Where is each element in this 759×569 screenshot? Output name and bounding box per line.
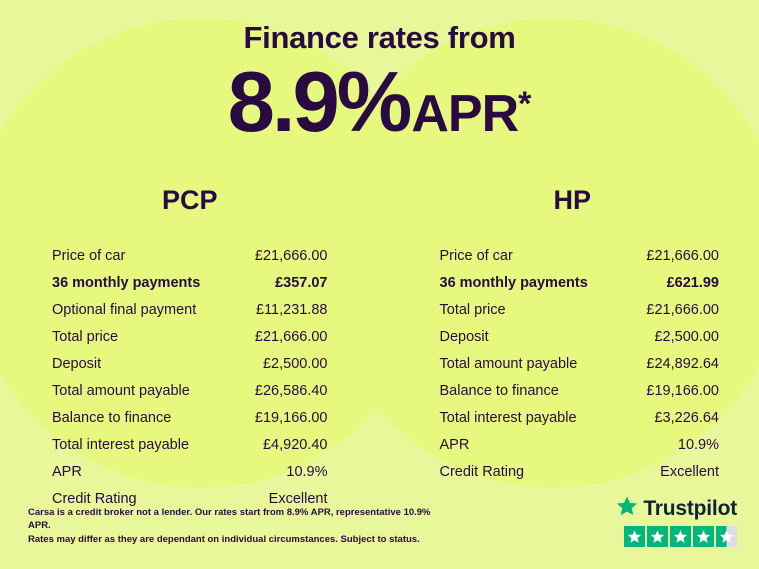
rating-star-full [624, 526, 645, 547]
table-row [52, 296, 328, 323]
trustpilot-name: Trustpilot [643, 496, 737, 520]
row-value: £3,226.64 [654, 409, 719, 426]
pcp-column [0, 185, 380, 512]
row-label: Deposit [439, 328, 489, 345]
trustpilot-wordmark [616, 495, 737, 522]
table-row [440, 269, 720, 296]
row-label: Balance to finance [439, 382, 559, 399]
rate-unit: APR [411, 85, 519, 143]
pcp-column-title: PCP [161, 185, 218, 215]
row-label: Balance to finance [52, 409, 172, 426]
row-label: Total interest payable [439, 409, 577, 426]
table-row [52, 458, 328, 485]
disclaimer-line-2: Rates may differ as they are dependant on individual circumstances. Subject to status. [28, 534, 420, 546]
row-label: Optional final payment [52, 301, 197, 318]
rating-star-full [647, 526, 668, 547]
row-label: 36 monthly payments [439, 274, 588, 291]
row-value: £24,892.64 [646, 355, 719, 372]
table-row [52, 269, 328, 296]
row-value: £21,666.00 [254, 247, 328, 264]
table-row [440, 350, 720, 377]
row-value: 10.9% [677, 436, 719, 453]
hp-column-title: HP [553, 185, 591, 215]
table-row [440, 458, 720, 485]
table-row [440, 377, 720, 404]
row-value: £621.99 [666, 274, 719, 291]
disclaimer [28, 506, 448, 547]
table-row [52, 242, 328, 269]
row-value: £21,666.00 [254, 328, 328, 345]
table-row [440, 323, 720, 350]
row-label: Price of car [52, 247, 126, 264]
row-label: Deposit [52, 355, 102, 372]
row-value: £21,666.00 [646, 247, 719, 264]
row-label: APR [439, 436, 470, 453]
comparison-columns [0, 185, 759, 512]
row-value: £19,166.00 [254, 409, 328, 426]
row-value: 10.9% [286, 463, 328, 480]
row-value: Excellent [268, 490, 328, 507]
table-row [440, 431, 720, 458]
row-label: 36 monthly payments [52, 274, 201, 291]
row-label: Total price [52, 328, 119, 345]
rating-star-full [693, 526, 714, 547]
asterisk-marker: * [518, 85, 532, 123]
row-value: £19,166.00 [646, 382, 719, 399]
rate-value: 8.9% [227, 55, 410, 150]
row-value: £26,586.40 [254, 382, 328, 399]
trustpilot-badge [616, 495, 737, 547]
table-row [52, 323, 328, 350]
row-label: Total amount payable [439, 355, 578, 372]
row-value: Excellent [660, 463, 719, 480]
headline-rate [0, 55, 759, 150]
row-value: £2,500.00 [262, 355, 328, 372]
table-row [52, 404, 328, 431]
table-row [440, 242, 720, 269]
row-label: Total amount payable [52, 382, 190, 399]
rating-star-half [716, 526, 737, 547]
hp-column [380, 185, 759, 512]
row-label: Credit Rating [52, 490, 137, 507]
row-value: £4,920.40 [262, 436, 328, 453]
row-value: £11,231.88 [256, 301, 328, 318]
header [0, 20, 759, 150]
row-value: £2,500.00 [654, 328, 719, 345]
rating-star-full [670, 526, 691, 547]
row-label: Price of car [439, 247, 513, 264]
disclaimer-line-1: Carsa is a credit broker not a lender. Our rates start from 8.9% APR, representative 10.9% APR. [28, 506, 431, 532]
row-label: APR [52, 463, 82, 480]
row-value: £21,666.00 [646, 301, 719, 318]
table-row [440, 296, 720, 323]
table-row [52, 431, 328, 458]
table-row [440, 404, 720, 431]
table-row [52, 350, 328, 377]
table-row [52, 377, 328, 404]
row-label: Total price [439, 301, 506, 318]
row-label: Total interest payable [52, 436, 190, 453]
page-title: Finance rates from [243, 20, 516, 55]
trustpilot-star-icon [616, 495, 638, 522]
trustpilot-rating-stars [616, 526, 737, 547]
row-label: Credit Rating [439, 463, 525, 480]
row-value: £357.07 [275, 274, 328, 291]
